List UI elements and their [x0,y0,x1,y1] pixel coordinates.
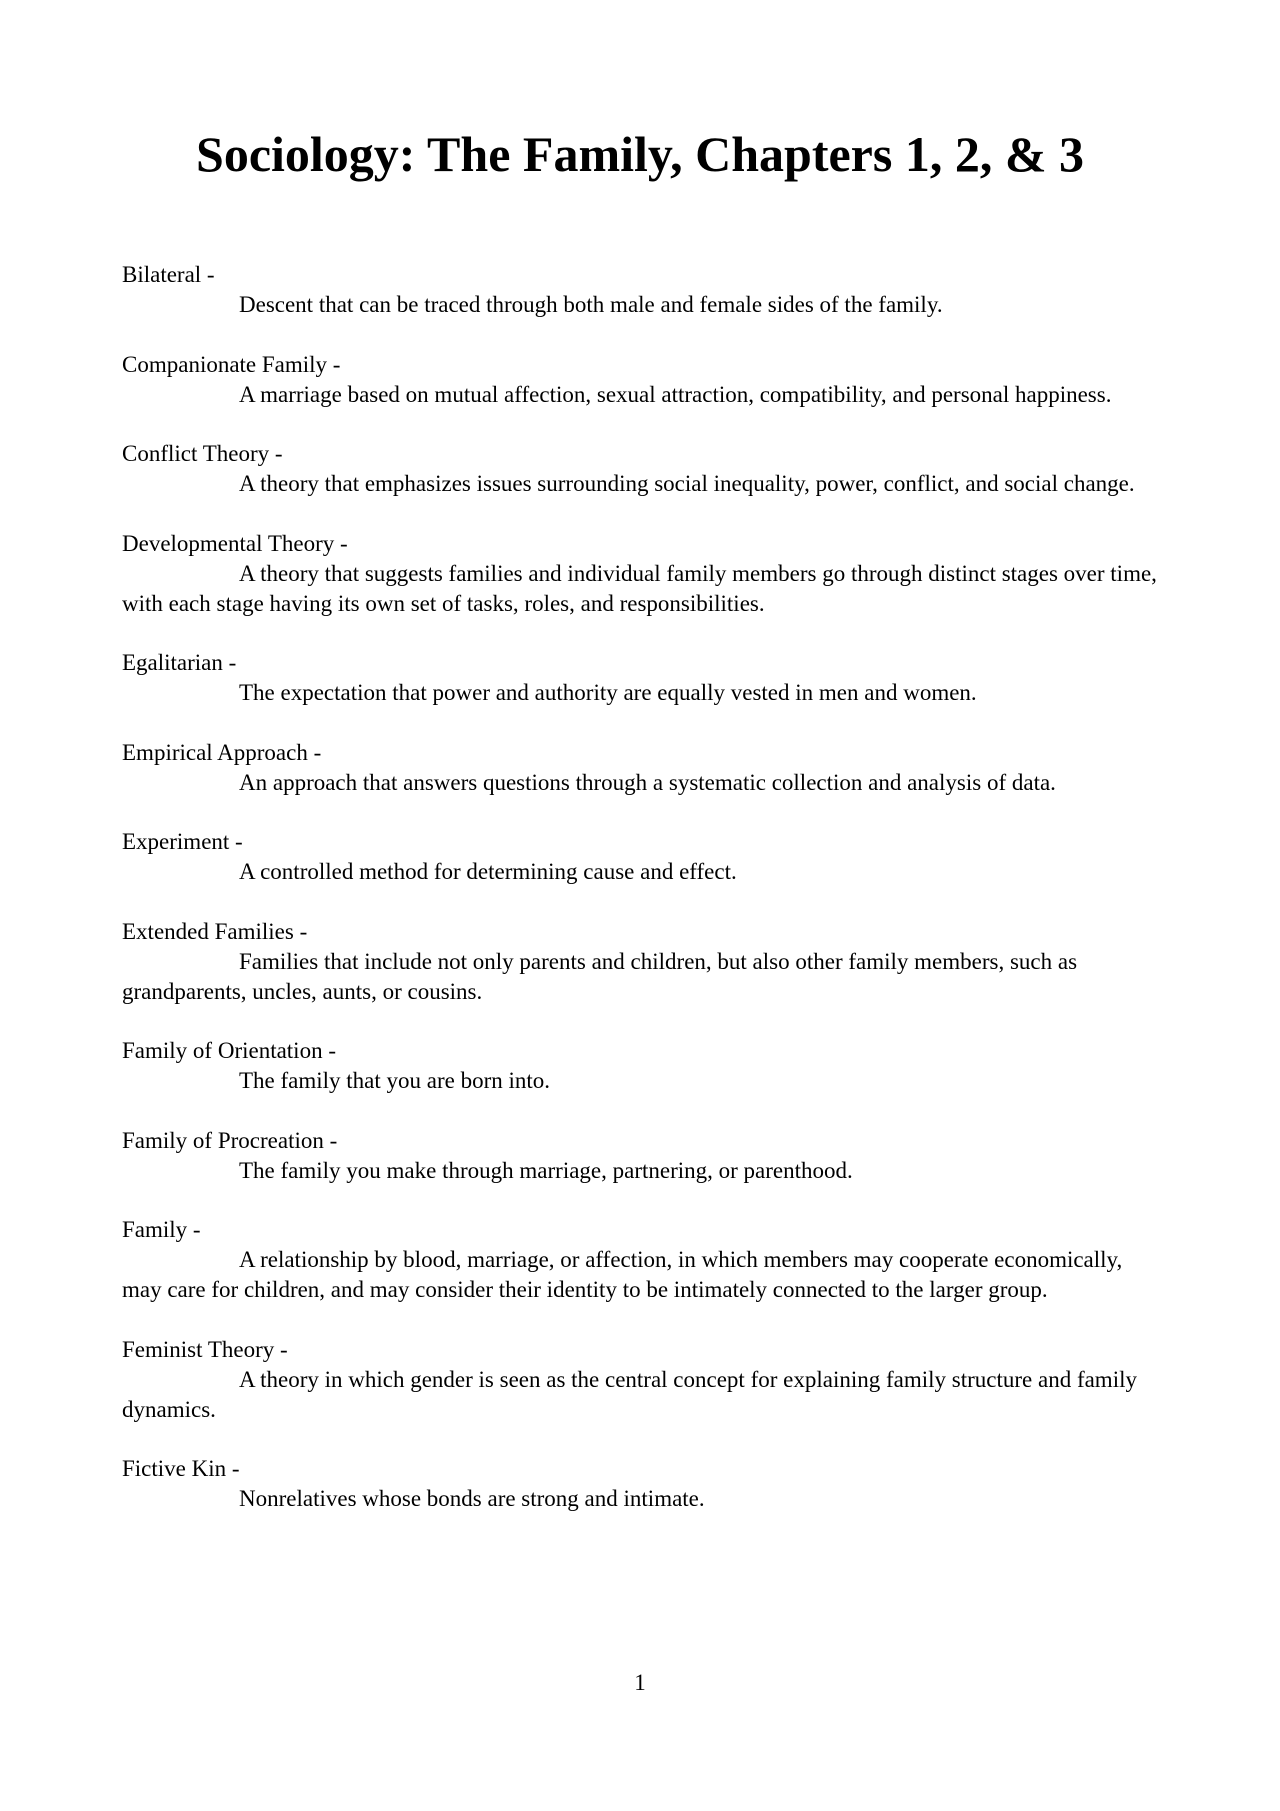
glossary-entry [122,917,1167,1007]
glossary-term: Family of Procreation - [122,1127,338,1153]
glossary-entry [122,350,1167,410]
glossary-entry [122,648,1167,708]
glossary-term: Egalitarian - [122,650,237,675]
glossary-definition: A marriage based on mutual affection, sexual attraction, compatibility, and personal happiness. [239,381,1112,407]
glossary-term: Bilateral - [122,262,215,287]
glossary-entry [122,1126,1167,1186]
glossary-entry [122,738,1167,798]
glossary-entry [122,1335,1167,1425]
glossary-term: Conflict Theory - [122,441,283,466]
glossary-definition: The family that you are born into. [239,1068,551,1093]
glossary-entry [122,260,1167,320]
glossary-definition: Descent that can be traced through both male and female sides of the family. [239,292,943,317]
glossary-definition: A theory in which gender is seen as the central concept for explaining family structure and family dynamics. [122,1366,1137,1422]
glossary-term: Extended Families - [122,918,308,944]
glossary-entry [122,1036,1167,1096]
glossary-term: Developmental Theory - [122,530,348,556]
glossary-definition: A theory that suggests families and individual family members go through distinct stages over time, with each stage having its own set of tasks, roles, and responsibilities. [122,560,1157,616]
glossary-term: Fictive Kin - [122,1456,240,1481]
glossary-term: Family - [122,1217,201,1242]
glossary-entry [122,827,1167,887]
glossary-entry [122,439,1167,499]
glossary-definition: Families that include not only parents and children, but also other family members, such as grandparents, uncles, aunts, or cousins. [122,948,1078,1004]
glossary-term: Companionate Family - [122,351,341,377]
glossary-term: Feminist Theory - [122,1336,288,1362]
glossary-definition: An approach that answers questions through a systematic collection and analysis of data. [239,769,1056,795]
glossary-entry [122,529,1167,619]
page-title: Sociology: The Family, Chapters 1, 2, & 3 [196,126,1084,182]
glossary-term: Family of Orientation - [122,1038,336,1063]
glossary-list [122,260,1167,1544]
glossary-definition: A relationship by blood, marriage, or affection, in which members may cooperate economically, may care for children, and may consider their identity to be intimately connected to the larger group. [122,1247,1123,1302]
glossary-definition: The family you make through marriage, partnering, or parenthood. [239,1157,853,1183]
glossary-definition: The expectation that power and authority are equally vested in men and women. [239,680,977,705]
glossary-definition: A theory that emphasizes issues surrounding social inequality, power, conflict, and social change. [239,471,1135,496]
glossary-entry [122,1454,1167,1514]
glossary-definition: A controlled method for determining cause and effect. [239,859,737,884]
glossary-term: Experiment - [122,829,243,854]
glossary-entry [122,1215,1167,1305]
glossary-definition: Nonrelatives whose bonds are strong and intimate. [239,1486,705,1511]
page-number: 1 [634,1670,646,1695]
glossary-term: Empirical Approach - [122,739,322,765]
